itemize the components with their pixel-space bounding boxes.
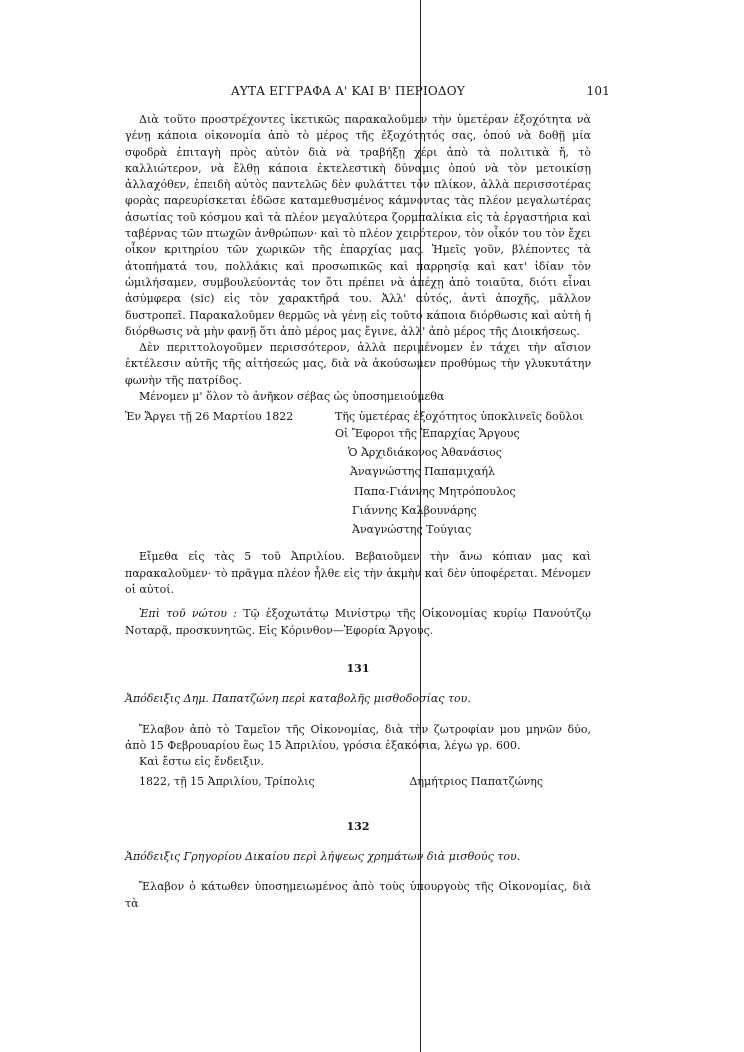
- running-title: ΑΥΤΑ ΕΓΓΡΑΦΑ Α' ΚΑΙ Β' ΠΕΡΙΟΔΟΥ: [231, 84, 465, 98]
- document-132-text: Ἔλαβον ὁ κάτωθεν ὑποσημειωμένος ἀπὸ τοὺς ὑπουργοὺς τῆς Οἰκονομίας, διὰ τὰ: [125, 880, 591, 910]
- signature-line-2: Οἱ Ἔφοροι τῆς Ἐπαρχίας Ἄργους: [335, 426, 520, 440]
- signature-line-6: Γιάννης Καλβουνάρης: [352, 503, 477, 517]
- signature-line-4: Ἀναγνώστης Παπαμιχαήλ: [350, 465, 495, 479]
- document-131-date: 1822, τῇ 15 Ἀπριλίου, Τρίπολις: [139, 775, 315, 789]
- signature-line-3: Ὁ Ἀρχιδιάκονος Ἀθανάσιος: [348, 445, 502, 459]
- letter-paragraph-2: Δὲν περιττολογοῦμεν περισσότερον, ἀλλὰ περιμένομεν ἐν τάχει τὴν αἴσιον ἐκτέλεσιν αὐτῆς τῆς αἰτήσεώς μας, διὰ νὰ ἀκούσωμεν προθύμως τὴν γλυκυτάτην φωνὴν τῆς πατρίδος.: [125, 341, 591, 387]
- document-number-131: 131: [346, 661, 370, 675]
- signature-line-5: Παπα-Γιάννης Μητρόπουλος: [354, 484, 516, 498]
- letter-paragraph-1: Διὰ τοῦτο προστρέχοντες ἱκετικῶς παρακαλοῦμεν τὴν ὑμετέραν ἐξοχότητα νὰ γένῃ κάποια οἰκονομία ἀπὸ τὸ μέρος τῆς ἐξοχότητός σας, ὁπού νὰ δοθῇ μία σφοδρὰ ἐπιταγὴ πρὸς αὐτὸν διὰ νὰ τραβήξῃ χέρι ἀπὸ τὰ πολιτικὰ ἤ, τὸ καλλιώτερον, νὰ ἔλθῃ κάποια ἐκτελεστικὴ δύναμις ὁπού νὰ τὸν μετοικίσῃ ἀλλαχόθεν, ἐπειδὴ αὐτὸς παντελῶς δὲν φυλάττει τὸν πλίκον, ἀλλὰ περισσοτέρας φορὰς παρευρίσκεται ἐδῶσε καταμεθυσμένος κάμνοντας τὰς πλέον μεγαλωτέρας ἀσωτίας τοῦ κόσμου καὶ τὰ πλέον μεγαλύτερα ζορμπαλίκια εἰς τὰ ἐργαστήρια καὶ ταβέρνας τῶν πτωχῶν ἀνθρώπων· καὶ τὸ πλέον χειρότερον, τὸν οἶκόν του τὸν ἔχει οἶκον κριτηρίου τῶν χωρικῶν τῆς ἐπαρχίας μας. Ἡμεῖς γοῦν, βλέποντες τὰ ἀτοπήματά του, πολλάκις καὶ προσωπικῶς καὶ παρρησίᾳ καὶ κατ' ἰδίαν τὸν ὡμιλήσαμεν, συμβουλεύοντάς τον ὅτι πρέπει νὰ ἀπέχῃ ἀπὸ τοιαῦτα, διότι εἶναι ἀσύμφερα (sic) εἰς τὸν χαρακτῆρά του. Ἀλλ' αὐτός, ἀντὶ ἀποχῆς, μᾶλλον δυστροπεῖ. Παρακαλοῦμεν θερμῶς νὰ γένῃ εἰς τοῦτο κάποια διόρθωσις καὶ αὐτὴ ἡ διόρθωσις νὰ μὴν φανῇ ὅτι ἀπὸ μέρος μας ἔγινε, ἀλλ' ἀπὸ μέρος τῆς Διοικήσεως.: [125, 113, 591, 338]
- signature-line-7: Ἀναγνώστης Τούγιας: [352, 523, 472, 537]
- date-signature-block: [125, 409, 591, 425]
- letter-closing: Μένομεν μ' ὅλον τὸ ἀνῆκον σέβας ὡς ὑποσημειούμεθα: [139, 390, 445, 404]
- document-131-closing: Καὶ ἔστω εἰς ἔνδειξιν.: [139, 755, 264, 769]
- document-131-signature: Δημήτριος Παπατζώνης: [409, 775, 543, 789]
- signature-list: [330, 426, 591, 539]
- document-131-date-signature: [125, 774, 591, 790]
- document-number-132: 132: [346, 819, 370, 833]
- signature-line-1: Τῆς ὑμετέρας ἐξοχότητος ὑποκλινεῖς δοῦλοι: [335, 410, 584, 424]
- letter-address: [125, 606, 591, 639]
- document-131-caption: Ἀπόδειξις Δημ. Παπατζώνη περὶ καταβολῆς μισθοδοσίας του.: [125, 692, 471, 706]
- letter-postscript: Εἴμεθα εἰς τὰς 5 τοῦ Ἀπριλίου. Βεβαιοῦμεν τὴν ἄνω κόπιαν μας καὶ παρακαλοῦμεν· τὸ πρᾶγμα πλέον ἦλθε εἰς τὴν ἀκμὴν καὶ δὲν ὑποφέρεται. Μένομεν οἱ αὐτοί.: [125, 550, 591, 597]
- document-131-text: Ἔλαβον ἀπὸ τὸ Ταμεῖον τῆς Οἰκονομίας, διὰ τὴν ζωτροφίαν μου μηνῶν δύο, ἀπὸ 15 Φεβρουαρίου ἕως 15 Ἀπριλίου, γρόσια ἑξακόσια, λέγω γρ. 600.: [125, 722, 591, 752]
- address-text: Τῷ ἐξοχωτάτῳ Μινίστρῳ τῆς Οἰκονομίας κυρίῳ Πανούτζῳ Νοταρᾷ, προσκυνητῶς. Εἰς Κόρινθον—Ἐφορία Ἄργους.: [125, 607, 592, 637]
- letter-date: Ἐν Ἄργει τῇ 26 Μαρτίου 1822: [125, 410, 294, 424]
- page-body: [125, 112, 591, 912]
- page-number: 101: [586, 84, 610, 98]
- document-132-caption: Ἀπόδειξις Γρηγορίου Δικαίου περὶ λήψεως χρημάτων διὰ μισθούς του.: [125, 849, 521, 863]
- address-label: Ἐπὶ τοῦ νώτου :: [139, 607, 237, 621]
